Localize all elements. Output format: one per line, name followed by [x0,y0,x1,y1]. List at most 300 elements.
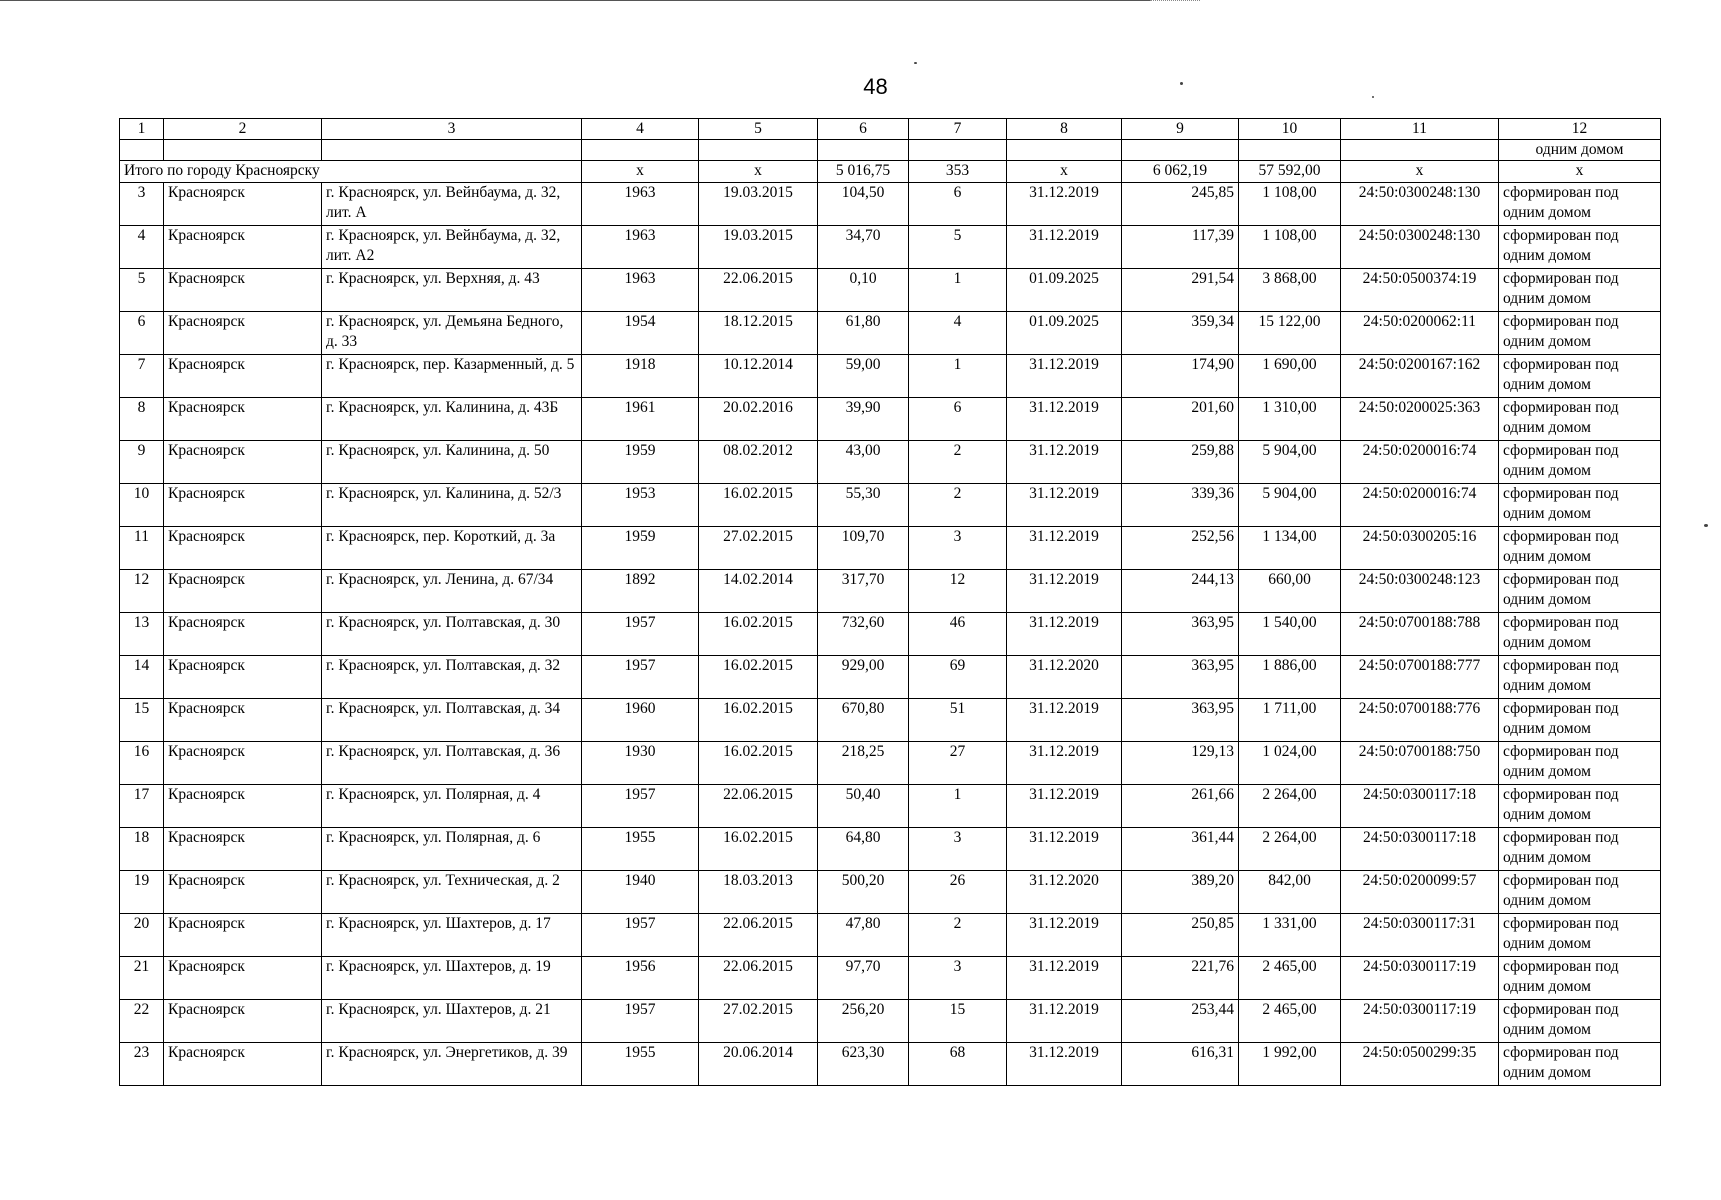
row-cadastral: 24:50:0200016:74 [1341,441,1499,484]
row-number: 11 [120,527,164,570]
row-number: 3 [120,183,164,226]
row-status: сформирован под одним домом [1499,1000,1661,1043]
total-people: 353 [909,161,1007,183]
total-c5: х [699,161,818,183]
row-land: 3 868,00 [1239,269,1341,312]
row-status: сформирован под одним домом [1499,656,1661,699]
row-land: 1 108,00 [1239,183,1341,226]
row-people: 46 [909,613,1007,656]
row-date: 16.02.2015 [699,613,818,656]
row-status: сформирован под одним домом [1499,183,1661,226]
row-city: Красноярск [164,355,322,398]
row-year: 1955 [582,1043,699,1086]
row-cadastral: 24:50:0300248:130 [1341,183,1499,226]
row-number: 22 [120,1000,164,1043]
row-deadline: 01.09.2025 [1007,269,1122,312]
row-deadline: 31.12.2019 [1007,484,1122,527]
row-deadline: 31.12.2020 [1007,871,1122,914]
row-people: 6 [909,398,1007,441]
row-status: сформирован под одним домом [1499,914,1661,957]
row-people: 69 [909,656,1007,699]
row-area2: 339,36 [1122,484,1239,527]
row-date: 19.03.2015 [699,226,818,269]
row-area: 104,50 [818,183,909,226]
row-land: 2 465,00 [1239,957,1341,1000]
row-deadline: 31.12.2019 [1007,1043,1122,1086]
row-city: Красноярск [164,1043,322,1086]
row-year: 1963 [582,269,699,312]
row-deadline: 31.12.2019 [1007,183,1122,226]
row-area: 64,80 [818,828,909,871]
row-city: Красноярск [164,957,322,1000]
scan-speck [914,62,917,64]
row-address: г. Красноярск, ул. Техническая, д. 2 [322,871,582,914]
row-deadline: 31.12.2019 [1007,699,1122,742]
table-row [120,226,1661,269]
table-row [120,828,1661,871]
row-area2: 253,44 [1122,1000,1239,1043]
row-cadastral: 24:50:0200025:363 [1341,398,1499,441]
row-cadastral: 24:50:0500374:19 [1341,269,1499,312]
row-land: 842,00 [1239,871,1341,914]
row-number: 20 [120,914,164,957]
row-area: 61,80 [818,312,909,355]
row-year: 1957 [582,656,699,699]
row-date: 16.02.2015 [699,699,818,742]
row-year: 1960 [582,699,699,742]
col-number: 4 [582,119,699,140]
total-label: Итого по городу Красноярску [120,161,582,183]
table-row [120,656,1661,699]
row-area: 109,70 [818,527,909,570]
row-number: 7 [120,355,164,398]
row-cadastral: 24:50:0200167:162 [1341,355,1499,398]
row-address: г. Красноярск, ул. Полярная, д. 4 [322,785,582,828]
register-table [119,118,1661,1086]
row-cadastral: 24:50:0300117:19 [1341,957,1499,1000]
col-number: 1 [120,119,164,140]
row-deadline: 31.12.2019 [1007,828,1122,871]
row-date: 20.06.2014 [699,1043,818,1086]
row-cadastral: 24:50:0300248:123 [1341,570,1499,613]
row-land: 1 310,00 [1239,398,1341,441]
row-date: 16.02.2015 [699,828,818,871]
row-address: г. Красноярск, ул. Полтавская, д. 32 [322,656,582,699]
row-city: Красноярск [164,871,322,914]
row-people: 26 [909,871,1007,914]
row-address: г. Красноярск, ул. Калинина, д. 43Б [322,398,582,441]
row-cadastral: 24:50:0200062:11 [1341,312,1499,355]
table-row [120,570,1661,613]
row-status: сформирован под одним домом [1499,871,1661,914]
table-row [120,1000,1661,1043]
row-city: Красноярск [164,914,322,957]
table-row [120,914,1661,957]
row-area2: 245,85 [1122,183,1239,226]
row-number: 23 [120,1043,164,1086]
row-date: 08.02.2012 [699,441,818,484]
col-number: 2 [164,119,322,140]
row-address: г. Красноярск, ул. Энергетиков, д. 39 [322,1043,582,1086]
col-number: 9 [1122,119,1239,140]
row-people: 5 [909,226,1007,269]
scan-edge-dots [1150,0,1200,1]
table-row [120,742,1661,785]
row-cadastral: 24:50:0700188:788 [1341,613,1499,656]
table-row [120,484,1661,527]
row-year: 1963 [582,226,699,269]
scan-speck [1704,524,1708,527]
row-area: 670,80 [818,699,909,742]
table-row [120,269,1661,312]
row-number: 12 [120,570,164,613]
row-city: Красноярск [164,613,322,656]
row-deadline: 31.12.2019 [1007,527,1122,570]
row-people: 3 [909,828,1007,871]
row-number: 19 [120,871,164,914]
row-people: 51 [909,699,1007,742]
total-c8: х [1007,161,1122,183]
row-deadline: 31.12.2019 [1007,398,1122,441]
row-land: 2 264,00 [1239,785,1341,828]
row-people: 1 [909,785,1007,828]
total-area2: 6 062,19 [1122,161,1239,183]
row-people: 3 [909,957,1007,1000]
row-city: Красноярск [164,484,322,527]
row-people: 2 [909,441,1007,484]
column-number-row [120,119,1661,140]
row-address: г. Красноярск, пер. Казарменный, д. 5 [322,355,582,398]
table-row [120,1043,1661,1086]
row-land: 1 690,00 [1239,355,1341,398]
row-address: г. Красноярск, ул. Полтавская, д. 30 [322,613,582,656]
row-people: 15 [909,1000,1007,1043]
row-land: 5 904,00 [1239,484,1341,527]
row-city: Красноярск [164,699,322,742]
row-area2: 389,20 [1122,871,1239,914]
row-deadline: 31.12.2019 [1007,957,1122,1000]
row-cadastral: 24:50:0300117:31 [1341,914,1499,957]
col-number: 10 [1239,119,1341,140]
row-year: 1957 [582,914,699,957]
row-number: 13 [120,613,164,656]
row-people: 27 [909,742,1007,785]
row-year: 1959 [582,441,699,484]
row-city: Красноярск [164,656,322,699]
row-year: 1918 [582,355,699,398]
table-row [120,398,1661,441]
row-area: 317,70 [818,570,909,613]
col-number: 11 [1341,119,1499,140]
row-cadastral: 24:50:0700188:777 [1341,656,1499,699]
row-date: 27.02.2015 [699,1000,818,1043]
row-address: г. Красноярск, ул. Вейнбаума, д. 32, лит. А2 [322,226,582,269]
row-address: г. Красноярск, ул. Вейнбаума, д. 32, лит. А [322,183,582,226]
total-row [120,161,1661,183]
total-land: 57 592,00 [1239,161,1341,183]
row-area: 97,70 [818,957,909,1000]
row-deadline: 31.12.2020 [1007,656,1122,699]
row-cadastral: 24:50:0300117:19 [1341,1000,1499,1043]
row-area2: 201,60 [1122,398,1239,441]
row-status: сформирован под одним домом [1499,1043,1661,1086]
row-deadline: 31.12.2019 [1007,785,1122,828]
row-area: 500,20 [818,871,909,914]
col-number: 12 [1499,119,1661,140]
row-city: Красноярск [164,1000,322,1043]
row-status: сформирован под одним домом [1499,613,1661,656]
table-row [120,312,1661,355]
row-date: 14.02.2014 [699,570,818,613]
row-status: сформирован под одним домом [1499,699,1661,742]
row-area2: 250,85 [1122,914,1239,957]
row-land: 5 904,00 [1239,441,1341,484]
row-area2: 259,88 [1122,441,1239,484]
row-date: 16.02.2015 [699,484,818,527]
table-row [120,613,1661,656]
row-date: 18.12.2015 [699,312,818,355]
row-number: 15 [120,699,164,742]
row-people: 2 [909,484,1007,527]
row-date: 19.03.2015 [699,183,818,226]
row-city: Красноярск [164,183,322,226]
row-address: г. Красноярск, ул. Ленина, д. 67/34 [322,570,582,613]
total-area: 5 016,75 [818,161,909,183]
row-area: 256,20 [818,1000,909,1043]
row-land: 1 992,00 [1239,1043,1341,1086]
row-deadline: 31.12.2019 [1007,570,1122,613]
table-row [120,527,1661,570]
row-area: 732,60 [818,613,909,656]
row-year: 1957 [582,1000,699,1043]
row-land: 1 711,00 [1239,699,1341,742]
row-cadastral: 24:50:0200099:57 [1341,871,1499,914]
row-status: сформирован под одним домом [1499,570,1661,613]
row-area2: 221,76 [1122,957,1239,1000]
row-year: 1961 [582,398,699,441]
row-year: 1930 [582,742,699,785]
row-date: 22.06.2015 [699,785,818,828]
row-year: 1959 [582,527,699,570]
row-status: сформирован под одним домом [1499,828,1661,871]
row-city: Красноярск [164,742,322,785]
row-city: Красноярск [164,441,322,484]
row-area: 623,30 [818,1043,909,1086]
row-address: г. Красноярск, ул. Шахтеров, д. 17 [322,914,582,957]
row-date: 20.02.2016 [699,398,818,441]
row-area2: 363,95 [1122,613,1239,656]
row-cadastral: 24:50:0500299:35 [1341,1043,1499,1086]
row-number: 5 [120,269,164,312]
row-address: г. Красноярск, ул. Калинина, д. 52/3 [322,484,582,527]
row-city: Красноярск [164,570,322,613]
row-deadline: 31.12.2019 [1007,1000,1122,1043]
table-row [120,785,1661,828]
row-year: 1957 [582,785,699,828]
table-row [120,183,1661,226]
table-row [120,957,1661,1000]
row-address: г. Красноярск, ул. Демьяна Бедного, д. 33 [322,312,582,355]
col-number: 5 [699,119,818,140]
row-date: 22.06.2015 [699,957,818,1000]
row-land: 1 134,00 [1239,527,1341,570]
row-deadline: 31.12.2019 [1007,742,1122,785]
row-number: 6 [120,312,164,355]
row-status: сформирован под одним домом [1499,226,1661,269]
row-area: 34,70 [818,226,909,269]
row-year: 1956 [582,957,699,1000]
row-area: 59,00 [818,355,909,398]
row-year: 1953 [582,484,699,527]
row-people: 3 [909,527,1007,570]
row-area2: 616,31 [1122,1043,1239,1086]
row-deadline: 31.12.2019 [1007,441,1122,484]
row-area: 55,30 [818,484,909,527]
row-address: г. Красноярск, ул. Полтавская, д. 34 [322,699,582,742]
row-people: 2 [909,914,1007,957]
row-number: 16 [120,742,164,785]
row-area: 39,90 [818,398,909,441]
row-date: 22.06.2015 [699,914,818,957]
row-people: 68 [909,1043,1007,1086]
row-deadline: 31.12.2019 [1007,226,1122,269]
row-area2: 363,95 [1122,656,1239,699]
row-date: 18.03.2013 [699,871,818,914]
row-cadastral: 24:50:0300205:16 [1341,527,1499,570]
row-address: г. Красноярск, ул. Верхняя, д. 43 [322,269,582,312]
total-c4: х [582,161,699,183]
row-city: Красноярск [164,398,322,441]
col-number: 8 [1007,119,1122,140]
row-status: сформирован под одним домом [1499,484,1661,527]
total-c11: х [1341,161,1499,183]
row-area2: 261,66 [1122,785,1239,828]
row-area: 0,10 [818,269,909,312]
row-area2: 359,34 [1122,312,1239,355]
row-year: 1963 [582,183,699,226]
row-city: Красноярск [164,269,322,312]
total-c12: х [1499,161,1661,183]
row-area: 929,00 [818,656,909,699]
row-address: г. Красноярск, ул. Полярная, д. 6 [322,828,582,871]
row-area2: 244,13 [1122,570,1239,613]
row-number: 17 [120,785,164,828]
row-area2: 361,44 [1122,828,1239,871]
row-number: 4 [120,226,164,269]
row-deadline: 31.12.2019 [1007,914,1122,957]
row-cadastral: 24:50:0300117:18 [1341,828,1499,871]
row-deadline: 01.09.2025 [1007,312,1122,355]
row-area2: 174,90 [1122,355,1239,398]
row-address: г. Красноярск, пер. Короткий, д. 3а [322,527,582,570]
row-area: 50,40 [818,785,909,828]
row-city: Красноярск [164,828,322,871]
row-land: 660,00 [1239,570,1341,613]
carryover-row [120,140,1661,161]
row-area2: 291,54 [1122,269,1239,312]
row-city: Красноярск [164,312,322,355]
row-date: 22.06.2015 [699,269,818,312]
row-land: 1 540,00 [1239,613,1341,656]
row-land: 2 465,00 [1239,1000,1341,1043]
table-row [120,871,1661,914]
row-status: сформирован под одним домом [1499,355,1661,398]
row-people: 4 [909,312,1007,355]
row-year: 1940 [582,871,699,914]
row-year: 1954 [582,312,699,355]
row-date: 27.02.2015 [699,527,818,570]
row-year: 1955 [582,828,699,871]
row-deadline: 31.12.2019 [1007,613,1122,656]
row-number: 18 [120,828,164,871]
row-status: сформирован под одним домом [1499,441,1661,484]
row-people: 1 [909,269,1007,312]
row-area: 218,25 [818,742,909,785]
row-city: Красноярск [164,226,322,269]
page-number: 48 [863,74,888,99]
row-area2: 252,56 [1122,527,1239,570]
row-cadastral: 24:50:0200016:74 [1341,484,1499,527]
row-number: 10 [120,484,164,527]
row-city: Красноярск [164,527,322,570]
row-number: 14 [120,656,164,699]
row-land: 15 122,00 [1239,312,1341,355]
row-cadastral: 24:50:0700188:750 [1341,742,1499,785]
col-number: 7 [909,119,1007,140]
row-number: 9 [120,441,164,484]
row-address: г. Красноярск, ул. Калинина, д. 50 [322,441,582,484]
row-land: 1 024,00 [1239,742,1341,785]
row-area2: 117,39 [1122,226,1239,269]
col-number: 6 [818,119,909,140]
row-land: 1 886,00 [1239,656,1341,699]
row-status: сформирован под одним домом [1499,269,1661,312]
scan-edge-line [0,0,1150,1]
row-year: 1892 [582,570,699,613]
row-address: г. Красноярск, ул. Полтавская, д. 36 [322,742,582,785]
col-number: 3 [322,119,582,140]
row-address: г. Красноярск, ул. Шахтеров, д. 19 [322,957,582,1000]
row-area2: 363,95 [1122,699,1239,742]
row-status: сформирован под одним домом [1499,398,1661,441]
row-cadastral: 24:50:0700188:776 [1341,699,1499,742]
row-date: 16.02.2015 [699,656,818,699]
row-date: 10.12.2014 [699,355,818,398]
row-number: 8 [120,398,164,441]
row-land: 1 331,00 [1239,914,1341,957]
row-status: сформирован под одним домом [1499,957,1661,1000]
row-address: г. Красноярск, ул. Шахтеров, д. 21 [322,1000,582,1043]
row-area2: 129,13 [1122,742,1239,785]
row-year: 1957 [582,613,699,656]
row-deadline: 31.12.2019 [1007,355,1122,398]
table-row [120,355,1661,398]
row-city: Красноярск [164,785,322,828]
row-area: 43,00 [818,441,909,484]
row-status: сформирован под одним домом [1499,742,1661,785]
row-people: 12 [909,570,1007,613]
row-number: 21 [120,957,164,1000]
row-status: сформирован под одним домом [1499,785,1661,828]
table-row [120,441,1661,484]
carryover-status: одним домом [1499,140,1661,161]
row-people: 6 [909,183,1007,226]
row-area: 47,80 [818,914,909,957]
row-status: сформирован под одним домом [1499,312,1661,355]
row-land: 1 108,00 [1239,226,1341,269]
row-land: 2 264,00 [1239,828,1341,871]
row-cadastral: 24:50:0300248:130 [1341,226,1499,269]
